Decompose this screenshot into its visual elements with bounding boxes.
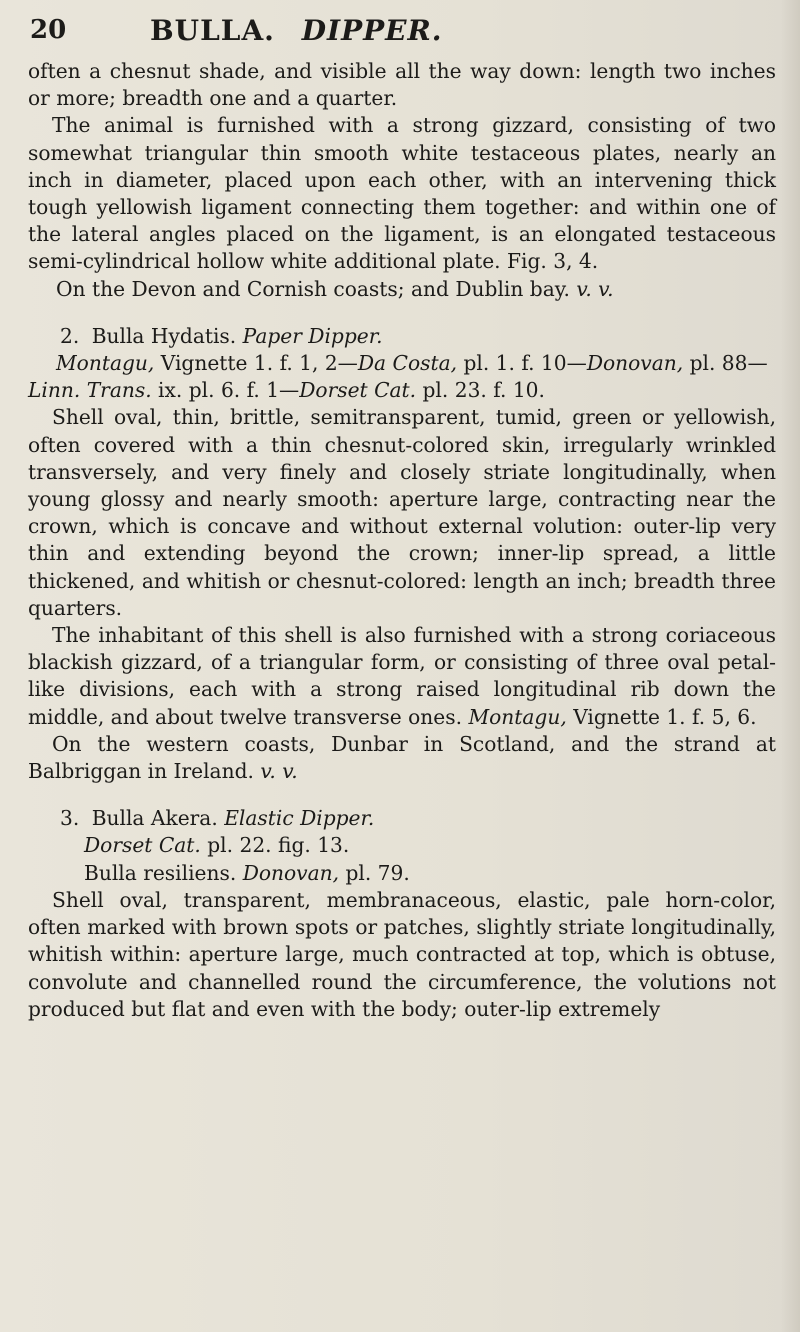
section-gap — [28, 303, 776, 323]
paragraph-shell-2: Shell oval, thin, brittle, semitransparent, tumid, green or yellowish, often covered with a thin chesnut-colored skin, irregularly wrinkled transversely, and very finely and closely striate longitudinally, when young glossy and nearly smooth: aperture large, contracting near the crown, which is concave and without external volution: outer-lip very thin and extending beyond the crown; inner-lip spread, a little thickened, and whitish or chesnut-colored: length an inch; breadth three quarters. — [28, 405, 776, 620]
page-number: 20 — [30, 15, 67, 45]
species-2-references — [28, 350, 776, 404]
paragraph-continued: often a chesnut shade, and visible all the way down: length two inches or more; breadth one and a quarter. — [28, 59, 776, 111]
ref-detail: pl. 22. fig. 13. — [200, 833, 350, 858]
species-2-number: 2. — [60, 323, 80, 348]
ref-detail: pl. 88— — [683, 351, 768, 376]
species-2-name: Bulla Hydatis. — [91, 323, 237, 348]
inhabitant-2-ref-author: Montagu, — [468, 704, 567, 729]
locality-1-text: On the Devon and Cornish coasts; and Dublin bay. — [56, 276, 570, 301]
ref-author: Donovan, — [586, 351, 684, 376]
species-2-common: Paper Dipper. — [242, 323, 383, 348]
species-3-reference-1 — [28, 832, 776, 859]
locality-1 — [28, 276, 776, 303]
ref-author: Donovan, — [242, 860, 340, 885]
locality-2-tail: v. v. — [260, 759, 298, 784]
locality-1-tail: v. v. — [576, 276, 614, 301]
inhabitant-2-text: The inhabitant of this shell is also furnished with a strong coriaceous blackish gizzard, of a triangular form, or consisting of three oval petal-like divisions, each with a strong raised longitudinal rib down the middle, and about twelve transverse ones. — [28, 623, 776, 729]
species-2-heading — [28, 323, 776, 350]
ref-author: Dorset Cat. — [84, 833, 201, 858]
running-head-common: DIPPER. — [301, 13, 443, 47]
ref-detail: pl. 23. f. 10. — [416, 378, 545, 403]
ref-author: Montagu, — [56, 351, 155, 376]
species-3-reference-2 — [28, 860, 776, 887]
ref-author: Da Costa, — [357, 351, 458, 376]
paragraph-animal: The animal is furnished with a strong gizzard, consisting of two somewhat triangular thin smooth white testaceous plates, nearly an inch in diameter, placed upon each other, with an intervening thick tough yellowish ligament connecting them together: and within one of the lateral angles placed on the ligament, is an elongated testaceous semi-cylindrical hollow white additional plate. Fig. 3, 4. — [28, 113, 776, 274]
ref-detail: pl. 1. f. 10— — [457, 351, 587, 376]
locality-2-text: On the western coasts, Dunbar in Scotland, and the strand at Balbriggan in Ireland. — [28, 731, 776, 784]
page-body — [28, 58, 776, 1023]
species-3-heading — [28, 805, 776, 832]
inhabitant-2-ref-detail: Vignette 1. f. 5, 6. — [566, 704, 757, 729]
ref-detail: Vignette 1. f. 1, 2— — [154, 351, 358, 376]
section-gap — [28, 785, 776, 805]
locality-2 — [28, 731, 776, 785]
ref-detail: ix. pl. 6. f. 1— — [151, 378, 300, 403]
running-head — [150, 14, 443, 47]
ref-author: Linn. Trans. — [28, 378, 152, 403]
paragraph-shell-3: Shell oval, transparent, membranaceous, elastic, pale horn-color, often marked with brown spots or patches, slightly striate longitudinally, whitish within: aperture large, much contracted at top, which is obtuse, convolute and channelled round the circumference, the volutions not produced but flat and even with the body; outer-lip extremely — [28, 887, 776, 1021]
ref-detail: pl. 79. — [339, 860, 410, 885]
page-edge-shadow — [780, 0, 800, 1332]
species-3-number: 3. — [60, 806, 80, 831]
running-head-genus: BULLA. — [150, 13, 275, 47]
species-3-name: Bulla Akera. — [91, 806, 218, 831]
ref-author: Dorset Cat. — [299, 378, 417, 403]
page-header — [30, 10, 590, 50]
species-3-common: Elastic Dipper. — [224, 806, 375, 831]
ref-synonym: Bulla resiliens. — [84, 860, 237, 885]
paragraph-inhabitant-2 — [28, 622, 776, 731]
